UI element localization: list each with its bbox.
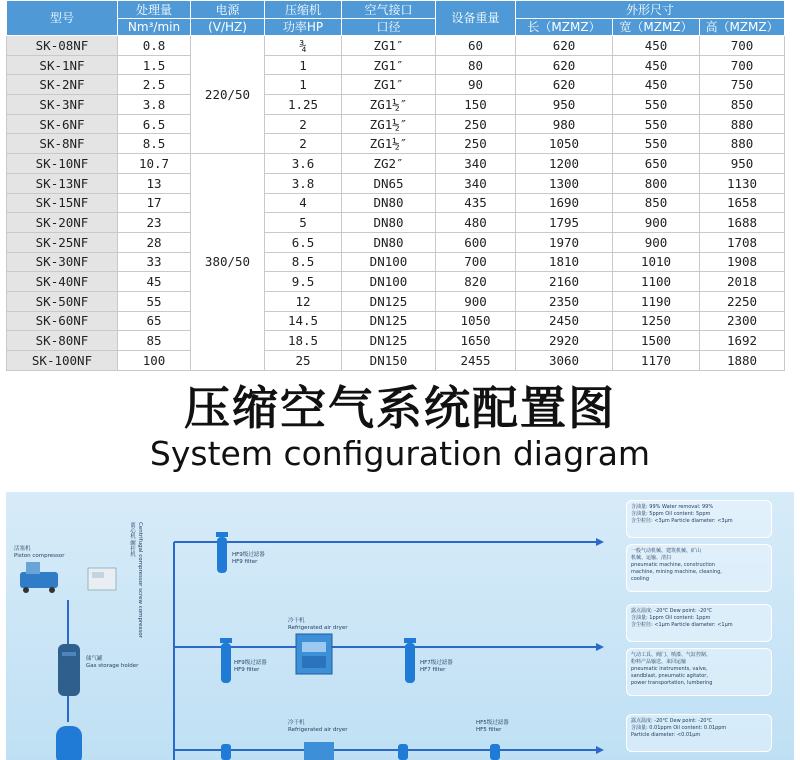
cell-height: 2300: [700, 311, 785, 331]
system-diagram: [6, 492, 794, 760]
header-power: 电源: [191, 1, 265, 19]
table-row: [7, 134, 785, 154]
cell-weight: 1650: [436, 331, 516, 351]
storage-tank-icon: [58, 644, 80, 696]
filter-hf7-label-en: HF7 filter: [420, 667, 446, 673]
cell-height: 1708: [700, 232, 785, 252]
cell-hp: 9.5: [265, 272, 342, 292]
table-row: [7, 252, 785, 272]
header-hp-unit: 功率HP: [265, 19, 342, 36]
info-4-line-a: 气动工具、阀门、喷漆、气缸控制、: [631, 652, 712, 658]
cell-port: ZG1″: [342, 75, 436, 95]
cell-length: 1795: [516, 213, 613, 233]
cell-port: ZG1″: [342, 36, 436, 56]
cell-length: 620: [516, 75, 613, 95]
info-box-4: [626, 648, 772, 696]
cell-width: 550: [613, 134, 700, 154]
cell-length: 2350: [516, 291, 613, 311]
filter-hf9-label-2-en: HF9 filter: [234, 667, 260, 673]
cell-length: 1200: [516, 154, 613, 174]
dryer-label-cn-2: 冷干机: [288, 720, 305, 726]
info-box-2: [626, 544, 772, 592]
cell-port: DN80: [342, 232, 436, 252]
info-4-line-e: power transportation, lumbering: [631, 680, 713, 686]
cell-hp: 2: [265, 134, 342, 154]
cell-flow: 100: [118, 351, 191, 371]
cell-model: SK-2NF: [7, 75, 118, 95]
cell-port: DN150: [342, 351, 436, 371]
cell-width: 1250: [613, 311, 700, 331]
cell-weight: 600: [436, 232, 516, 252]
cell-model: SK-50NF: [7, 291, 118, 311]
screw-compressor-icon: [88, 568, 116, 590]
filter-hf9-label-1: HF9级过滤器: [232, 552, 265, 558]
cell-model: SK-08NF: [7, 36, 118, 56]
cell-length: 2920: [516, 331, 613, 351]
filter-hf9-icon-1: [216, 532, 228, 573]
info-3-line-c: 含尘粒径: <1μm Particle diameter: <1μm: [631, 622, 733, 628]
cell-length: 1690: [516, 193, 613, 213]
cell-hp: 3.6: [265, 154, 342, 174]
cell-port: ZG1½″: [342, 114, 436, 134]
filter-hf5-label: HF5级过滤器: [476, 720, 509, 726]
dryer-label-en-2: Refrigerated air dryer: [288, 727, 348, 733]
cell-hp: 2: [265, 114, 342, 134]
table-row: [7, 311, 785, 331]
info-3-line-b: 含油量: 1ppm Oil content: 1ppm: [631, 615, 711, 621]
cell-model: SK-100NF: [7, 351, 118, 371]
cell-length: 2160: [516, 272, 613, 292]
tank-label-en: Gas storage holder: [86, 663, 139, 669]
header-flow-unit: Nm³/min: [118, 19, 191, 36]
cell-length: 2450: [516, 311, 613, 331]
cell-width: 1100: [613, 272, 700, 292]
cell-weight: 900: [436, 291, 516, 311]
info-box-3: [626, 604, 772, 642]
cell-width: 550: [613, 95, 700, 115]
cell-model: SK-13NF: [7, 173, 118, 193]
info-2-line-a: 一般气动机械、建筑机械、矿山: [631, 548, 702, 554]
cell-model: SK-60NF: [7, 311, 118, 331]
cell-width: 1190: [613, 291, 700, 311]
cell-flow: 1.5: [118, 55, 191, 75]
header-port: 空气接口: [342, 1, 436, 19]
cell-width: 900: [613, 232, 700, 252]
cell-weight: 820: [436, 272, 516, 292]
cell-weight: 250: [436, 114, 516, 134]
cell-width: 900: [613, 213, 700, 233]
cell-height: 1130: [700, 173, 785, 193]
cell-port: ZG1½″: [342, 134, 436, 154]
header-hp: 压缩机: [265, 1, 342, 19]
table-row: [7, 213, 785, 233]
cell-weight: 2455: [436, 351, 516, 371]
cell-weight: 435: [436, 193, 516, 213]
table-row: [7, 36, 785, 56]
cell-hp: 1.25: [265, 95, 342, 115]
cell-height: 1692: [700, 331, 785, 351]
storage-tank-2-icon: [56, 726, 82, 760]
table-row: [7, 154, 785, 174]
cell-model: SK-8NF: [7, 134, 118, 154]
header-flow: 处理量: [118, 1, 191, 19]
cell-port: DN125: [342, 311, 436, 331]
cell-port: DN65: [342, 173, 436, 193]
cell-height: 2250: [700, 291, 785, 311]
header-model: 型号: [7, 1, 118, 36]
cell-model: SK-30NF: [7, 252, 118, 272]
arrow-1: [596, 538, 604, 546]
cell-length: 620: [516, 55, 613, 75]
diagram-title-en: System configuration diagram: [149, 434, 651, 473]
cell-width: 850: [613, 193, 700, 213]
filter-hf9-label-2: HF9级过滤器: [234, 660, 267, 666]
cell-port: DN100: [342, 252, 436, 272]
cell-length: 1970: [516, 232, 613, 252]
info-5-line-a: 露点温度: -20℃ Dew point: -20℃: [631, 718, 713, 724]
cell-hp: 12: [265, 291, 342, 311]
cell-flow: 65: [118, 311, 191, 331]
filter-hf9-icon-2: [220, 638, 232, 683]
cell-width: 800: [613, 173, 700, 193]
header-power-unit: (V/HZ): [191, 19, 265, 36]
cell-width: 550: [613, 114, 700, 134]
info-4-line-b: 粉料产品输送、来回运输: [631, 659, 687, 665]
header-length: 长（MZMZ）: [516, 19, 613, 36]
cell-width: 1010: [613, 252, 700, 272]
cell-flow: 3.8: [118, 95, 191, 115]
cell-length: 1300: [516, 173, 613, 193]
arrow-3: [596, 746, 604, 754]
cell-port: DN80: [342, 213, 436, 233]
cell-voltage: 380/50: [191, 154, 265, 371]
spec-table: [6, 0, 785, 371]
dryer-label-cn: 冷干机: [288, 618, 305, 624]
cell-hp: 1: [265, 75, 342, 95]
cell-weight: 480: [436, 213, 516, 233]
cell-height: 1658: [700, 193, 785, 213]
cell-model: SK-6NF: [7, 114, 118, 134]
cell-height: 950: [700, 154, 785, 174]
info-1-line-b: 含油量: 5ppm Oil content: 5ppm: [631, 511, 711, 517]
cell-height: 1908: [700, 252, 785, 272]
info-1-line-a: 含油量: 99% Water removal: 99%: [631, 504, 714, 510]
info-5-line-c: Particle diameter: <0.01μm: [631, 732, 701, 738]
cell-voltage: 220/50: [191, 36, 265, 154]
cell-hp: 3.8: [265, 173, 342, 193]
cell-length: 950: [516, 95, 613, 115]
table-row: [7, 232, 785, 252]
cell-weight: 340: [436, 173, 516, 193]
cell-length: 1810: [516, 252, 613, 272]
cell-height: 2018: [700, 272, 785, 292]
cell-hp: 1: [265, 55, 342, 75]
cell-weight: 80: [436, 55, 516, 75]
table-row: [7, 291, 785, 311]
filter-hf7-label: HF7级过滤器: [420, 660, 453, 666]
cell-height: 700: [700, 36, 785, 56]
cell-height: 880: [700, 114, 785, 134]
header-port-unit: 口径: [342, 19, 436, 36]
table-row: [7, 75, 785, 95]
cell-hp: 6.5: [265, 232, 342, 252]
info-5-line-b: 含油量: 0.01ppm Oil content: 0.01ppm: [631, 725, 727, 731]
header-height: 高（MZMZ）: [700, 19, 785, 36]
cell-width: 450: [613, 75, 700, 95]
info-1-line-c: 含尘粒径: <3μm Particle diameter: <3μm: [631, 518, 733, 524]
cell-length: 3060: [516, 351, 613, 371]
cell-port: ZG1½″: [342, 95, 436, 115]
cell-hp: 4: [265, 193, 342, 213]
filter-hf7-icon: [404, 638, 416, 683]
cell-model: SK-10NF: [7, 154, 118, 174]
cell-flow: 8.5: [118, 134, 191, 154]
arrowheads: [596, 538, 604, 754]
cell-flow: 45: [118, 272, 191, 292]
filter-hf9-label-1-en: HF9 filter: [232, 559, 258, 565]
cell-flow: 10.7: [118, 154, 191, 174]
cell-height: 750: [700, 75, 785, 95]
info-2-line-c: pneumatic machine, construction: [631, 562, 715, 568]
filter-hf5-label-en: HF5 filter: [476, 727, 502, 733]
header-dims: 外形尺寸: [516, 1, 785, 19]
cell-flow: 17: [118, 193, 191, 213]
diagram-title-cn: 压缩空气系统配置图: [184, 381, 616, 435]
screw-label-cn: 离心机 螺杆机: [129, 522, 135, 557]
cell-port: DN100: [342, 272, 436, 292]
cell-weight: 60: [436, 36, 516, 56]
cell-port: DN125: [342, 291, 436, 311]
cell-weight: 340: [436, 154, 516, 174]
cell-flow: 28: [118, 232, 191, 252]
table-row: [7, 193, 785, 213]
cell-flow: 2.5: [118, 75, 191, 95]
piston-label-cn: 活塞机: [14, 546, 31, 552]
cell-model: SK-15NF: [7, 193, 118, 213]
cell-model: SK-3NF: [7, 95, 118, 115]
info-2-line-e: cooling: [631, 576, 649, 582]
info-3-line-a: 露点温度: -20℃ Dew point: -20℃: [631, 608, 713, 614]
air-dryer-icon: [296, 634, 332, 674]
cell-hp: 14.5: [265, 311, 342, 331]
cell-width: 450: [613, 55, 700, 75]
cell-model: SK-20NF: [7, 213, 118, 233]
screw-label-en: Centrifugal compressor screw compressor: [137, 522, 143, 638]
cell-port: DN125: [342, 331, 436, 351]
cell-flow: 55: [118, 291, 191, 311]
cell-height: 1880: [700, 351, 785, 371]
table-row: [7, 173, 785, 193]
cell-weight: 150: [436, 95, 516, 115]
info-box-1: [626, 500, 772, 538]
cell-width: 1170: [613, 351, 700, 371]
cell-hp: 25: [265, 351, 342, 371]
cell-weight: 1050: [436, 311, 516, 331]
cell-hp: 8.5: [265, 252, 342, 272]
arrow-2: [596, 643, 604, 651]
cell-length: 1050: [516, 134, 613, 154]
cell-flow: 33: [118, 252, 191, 272]
table-row: [7, 95, 785, 115]
cell-weight: 700: [436, 252, 516, 272]
dryer-label-en: Refrigerated air dryer: [288, 625, 348, 631]
cell-height: 880: [700, 134, 785, 154]
info-4-line-c: pneumatic instruments, valve,: [631, 666, 708, 672]
cell-weight: 90: [436, 75, 516, 95]
cell-hp: 18.5: [265, 331, 342, 351]
info-2-line-b: 机械、运输、清扫: [631, 555, 672, 561]
cell-model: SK-40NF: [7, 272, 118, 292]
cell-flow: 85: [118, 331, 191, 351]
cell-height: 700: [700, 55, 785, 75]
cell-flow: 13: [118, 173, 191, 193]
info-2-line-d: machine, mining machine, cleaning,: [631, 569, 722, 575]
cell-weight: 250: [436, 134, 516, 154]
header-weight: 设备重量: [436, 1, 516, 36]
cell-height: 850: [700, 95, 785, 115]
table-row: [7, 272, 785, 292]
tank-label-cn: 储气罐: [86, 656, 103, 662]
cell-width: 1500: [613, 331, 700, 351]
info-box-5: [626, 714, 772, 752]
cell-model: SK-80NF: [7, 331, 118, 351]
table-row: [7, 55, 785, 75]
table-row: [7, 331, 785, 351]
cell-width: 450: [613, 36, 700, 56]
cell-hp: 5: [265, 213, 342, 233]
cell-height: 1688: [700, 213, 785, 233]
table-row: [7, 351, 785, 371]
cell-hp: ¾: [265, 36, 342, 56]
cell-port: ZG1″: [342, 55, 436, 75]
piston-label-en: Piston compressor: [14, 553, 65, 559]
cell-model: SK-25NF: [7, 232, 118, 252]
cell-model: SK-1NF: [7, 55, 118, 75]
cell-flow: 6.5: [118, 114, 191, 134]
cell-width: 650: [613, 154, 700, 174]
spec-table-body: [7, 36, 785, 371]
cell-length: 620: [516, 36, 613, 56]
cell-port: DN80: [342, 193, 436, 213]
header-width: 宽（MZMZ）: [613, 19, 700, 36]
piston-compressor-icon: [20, 562, 58, 593]
cell-port: ZG2″: [342, 154, 436, 174]
info-4-line-d: sandblast, pneumatic agitator,: [631, 673, 708, 679]
table-row: [7, 114, 785, 134]
cell-flow: 23: [118, 213, 191, 233]
cell-length: 980: [516, 114, 613, 134]
cell-flow: 0.8: [118, 36, 191, 56]
